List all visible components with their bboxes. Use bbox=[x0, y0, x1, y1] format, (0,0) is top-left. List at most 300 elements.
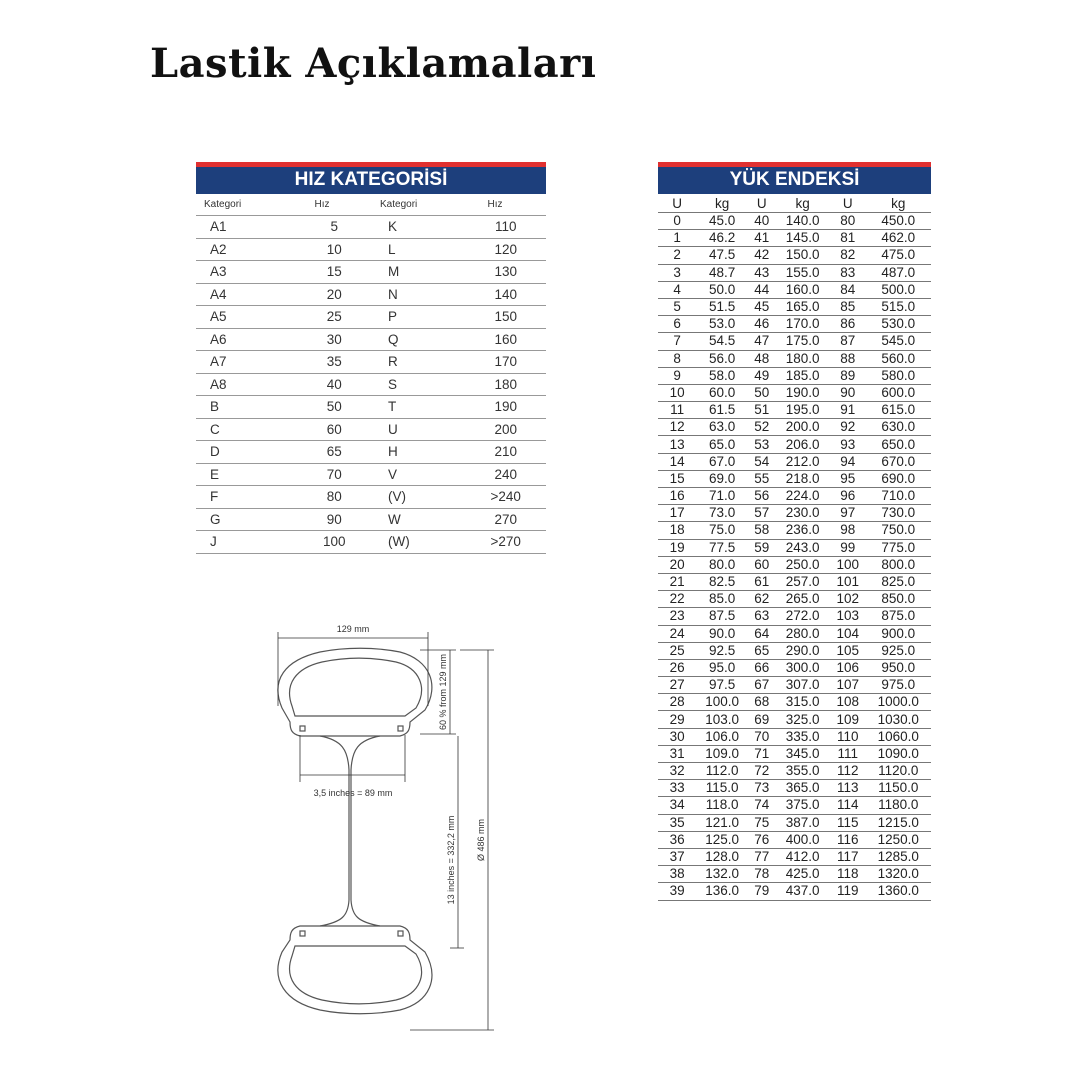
table-cell: 9 bbox=[658, 367, 696, 384]
table-cell: 190.0 bbox=[775, 384, 830, 401]
table-cell: 800.0 bbox=[865, 556, 931, 573]
table-cell: 24 bbox=[658, 625, 696, 642]
table-cell: 200 bbox=[466, 418, 547, 441]
table-cell: >270 bbox=[466, 531, 547, 554]
table-cell: 63.0 bbox=[696, 419, 748, 436]
table-cell: 8 bbox=[658, 350, 696, 367]
table-cell: 670.0 bbox=[865, 453, 931, 470]
table-cell: 200.0 bbox=[775, 419, 830, 436]
table-cell: 79 bbox=[748, 883, 775, 900]
tire-inner-top bbox=[290, 658, 422, 716]
table-row bbox=[658, 883, 931, 900]
table-cell: 48.7 bbox=[696, 264, 748, 281]
table-cell: 44 bbox=[748, 281, 775, 298]
table-cell: 115 bbox=[830, 814, 865, 831]
table-cell: 71.0 bbox=[696, 488, 748, 505]
table-cell: 21 bbox=[658, 573, 696, 590]
table-cell: 250.0 bbox=[775, 556, 830, 573]
table-cell: 14 bbox=[658, 453, 696, 470]
table-cell: U bbox=[378, 418, 466, 441]
table-cell: 170.0 bbox=[775, 316, 830, 333]
table-cell: W bbox=[378, 508, 466, 531]
table-cell: 6 bbox=[658, 316, 696, 333]
table-cell: 100.0 bbox=[696, 694, 748, 711]
table-cell: 25 bbox=[291, 306, 379, 329]
table-cell: 180.0 bbox=[775, 350, 830, 367]
table-row bbox=[658, 522, 931, 539]
table-row bbox=[658, 642, 931, 659]
table-cell: >240 bbox=[466, 486, 547, 509]
table-cell: 1120.0 bbox=[865, 763, 931, 780]
table-row bbox=[196, 531, 546, 554]
table-cell: 110 bbox=[830, 728, 865, 745]
table-cell: 88 bbox=[830, 350, 865, 367]
table-cell: R bbox=[378, 351, 466, 374]
table-row bbox=[658, 763, 931, 780]
table-row bbox=[196, 351, 546, 374]
table-cell: 4 bbox=[658, 281, 696, 298]
table-cell: 145.0 bbox=[775, 230, 830, 247]
table-row bbox=[658, 659, 931, 676]
table-cell: 425.0 bbox=[775, 866, 830, 883]
table-cell: 615.0 bbox=[865, 402, 931, 419]
tire-diagram-svg bbox=[260, 610, 520, 1050]
table-row bbox=[658, 470, 931, 487]
table-cell: 62 bbox=[748, 591, 775, 608]
table-cell: 450.0 bbox=[865, 213, 931, 230]
table-cell: 180 bbox=[466, 373, 547, 396]
table-cell: 77.5 bbox=[696, 539, 748, 556]
table-cell: 80.0 bbox=[696, 556, 748, 573]
table-cell: 155.0 bbox=[775, 264, 830, 281]
table-cell: 1320.0 bbox=[865, 866, 931, 883]
table-row bbox=[658, 608, 931, 625]
table-cell: 140.0 bbox=[775, 213, 830, 230]
table-cell: 34 bbox=[658, 797, 696, 814]
table-row bbox=[658, 281, 931, 298]
table-cell: 84 bbox=[830, 281, 865, 298]
table-cell: 87.5 bbox=[696, 608, 748, 625]
table-cell: 49 bbox=[748, 367, 775, 384]
table-cell: 240 bbox=[466, 463, 547, 486]
table-cell: 5 bbox=[658, 298, 696, 315]
table-cell: 102 bbox=[830, 591, 865, 608]
table-cell: 128.0 bbox=[696, 848, 748, 865]
table-cell: 35 bbox=[291, 351, 379, 374]
table-cell: 85 bbox=[830, 298, 865, 315]
table-row bbox=[658, 728, 931, 745]
column-header: Hız bbox=[466, 194, 547, 216]
table-cell: 462.0 bbox=[865, 230, 931, 247]
table-row bbox=[658, 402, 931, 419]
table-cell: 99 bbox=[830, 539, 865, 556]
table-cell: 400.0 bbox=[775, 831, 830, 848]
page-title: Lastik Açıklamaları bbox=[150, 40, 597, 87]
table-cell: 12 bbox=[658, 419, 696, 436]
table-row bbox=[658, 505, 931, 522]
bead-marker bbox=[398, 931, 403, 936]
table-cell: 47.5 bbox=[696, 247, 748, 264]
table-cell: 545.0 bbox=[865, 333, 931, 350]
table-cell: A1 bbox=[196, 216, 291, 239]
table-cell: 136.0 bbox=[696, 883, 748, 900]
table-cell: 412.0 bbox=[775, 848, 830, 865]
table-row bbox=[196, 261, 546, 284]
table-cell: 55 bbox=[748, 470, 775, 487]
tire-inner-bottom bbox=[290, 946, 422, 1004]
table-cell: 345.0 bbox=[775, 745, 830, 762]
bead-marker bbox=[300, 726, 305, 731]
column-header: kg bbox=[775, 194, 830, 213]
table-cell: 315.0 bbox=[775, 694, 830, 711]
table-cell: M bbox=[378, 261, 466, 284]
table-cell: 0 bbox=[658, 213, 696, 230]
table-row bbox=[196, 486, 546, 509]
table-cell: 22 bbox=[658, 591, 696, 608]
table-cell: 90 bbox=[830, 384, 865, 401]
table-cell: 82 bbox=[830, 247, 865, 264]
table-cell: 109.0 bbox=[696, 745, 748, 762]
table-cell: 114 bbox=[830, 797, 865, 814]
table-cell: 40 bbox=[291, 373, 379, 396]
table-cell: 54.5 bbox=[696, 333, 748, 350]
table-cell: 85.0 bbox=[696, 591, 748, 608]
table-cell: 925.0 bbox=[865, 642, 931, 659]
table-cell: 96 bbox=[830, 488, 865, 505]
bead-marker bbox=[300, 931, 305, 936]
table-cell: 212.0 bbox=[775, 453, 830, 470]
table-cell: 1180.0 bbox=[865, 797, 931, 814]
table-row bbox=[658, 436, 931, 453]
table-cell: 108 bbox=[830, 694, 865, 711]
table-cell: 23 bbox=[658, 608, 696, 625]
column-header: Kategori bbox=[378, 194, 466, 216]
table-cell: (W) bbox=[378, 531, 466, 554]
table-row bbox=[658, 488, 931, 505]
table-cell: 59 bbox=[748, 539, 775, 556]
table-cell: 950.0 bbox=[865, 659, 931, 676]
table-cell: 56 bbox=[748, 488, 775, 505]
column-header: kg bbox=[696, 194, 748, 213]
table-cell: 16 bbox=[658, 488, 696, 505]
table-cell: Q bbox=[378, 328, 466, 351]
table-cell: 120 bbox=[466, 238, 547, 261]
table-row bbox=[658, 453, 931, 470]
table-cell: 82.5 bbox=[696, 573, 748, 590]
table-cell: 80 bbox=[291, 486, 379, 509]
table-row bbox=[658, 264, 931, 281]
table-cell: 97 bbox=[830, 505, 865, 522]
table-cell: 218.0 bbox=[775, 470, 830, 487]
table-cell: 80 bbox=[830, 213, 865, 230]
table-cell: 91 bbox=[830, 402, 865, 419]
table-cell: 125.0 bbox=[696, 831, 748, 848]
table-cell: 69.0 bbox=[696, 470, 748, 487]
table-cell: L bbox=[378, 238, 466, 261]
rim-width-label: 3,5 inches = 89 mm bbox=[313, 788, 393, 798]
table-row bbox=[658, 247, 931, 264]
table-cell: 487.0 bbox=[865, 264, 931, 281]
table-cell: 2 bbox=[658, 247, 696, 264]
table-cell: 93 bbox=[830, 436, 865, 453]
table-cell: 52 bbox=[748, 419, 775, 436]
table-cell: A4 bbox=[196, 283, 291, 306]
table-cell: 58.0 bbox=[696, 367, 748, 384]
tire-outline-bottom bbox=[278, 926, 432, 1014]
table-cell: 70 bbox=[748, 728, 775, 745]
table-cell: 160 bbox=[466, 328, 547, 351]
table-row bbox=[658, 367, 931, 384]
table-cell: 46 bbox=[748, 316, 775, 333]
table-cell: 11 bbox=[658, 402, 696, 419]
table-cell: 109 bbox=[830, 711, 865, 728]
table-cell: 175.0 bbox=[775, 333, 830, 350]
table-cell: 89 bbox=[830, 367, 865, 384]
table-cell: 560.0 bbox=[865, 350, 931, 367]
table-row bbox=[658, 384, 931, 401]
table-cell: 116 bbox=[830, 831, 865, 848]
table-row bbox=[196, 441, 546, 464]
table-cell: 5 bbox=[291, 216, 379, 239]
table-cell: 1060.0 bbox=[865, 728, 931, 745]
table-cell: 90 bbox=[291, 508, 379, 531]
table-row bbox=[658, 814, 931, 831]
table-cell: 300.0 bbox=[775, 659, 830, 676]
table-row bbox=[658, 780, 931, 797]
speed-category-table bbox=[196, 162, 546, 554]
table-cell: 83 bbox=[830, 264, 865, 281]
table-cell: 7 bbox=[658, 333, 696, 350]
table-row bbox=[658, 591, 931, 608]
table-cell: 3 bbox=[658, 264, 696, 281]
table-cell: 66 bbox=[748, 659, 775, 676]
speed-table-column-headers bbox=[196, 194, 546, 216]
table-cell: 33 bbox=[658, 780, 696, 797]
table-cell: 530.0 bbox=[865, 316, 931, 333]
table-cell: 335.0 bbox=[775, 728, 830, 745]
table-cell: 1090.0 bbox=[865, 745, 931, 762]
table-row bbox=[196, 418, 546, 441]
table-cell: 46.2 bbox=[696, 230, 748, 247]
table-cell: 325.0 bbox=[775, 711, 830, 728]
table-cell: 710.0 bbox=[865, 488, 931, 505]
table-cell: 77 bbox=[748, 848, 775, 865]
table-cell: 74 bbox=[748, 797, 775, 814]
table-cell: 70 bbox=[291, 463, 379, 486]
table-cell: 45 bbox=[748, 298, 775, 315]
table-cell: P bbox=[378, 306, 466, 329]
table-cell: 140 bbox=[466, 283, 547, 306]
column-header: U bbox=[748, 194, 775, 213]
table-cell: 875.0 bbox=[865, 608, 931, 625]
table-cell: 900.0 bbox=[865, 625, 931, 642]
table-cell: 69 bbox=[748, 711, 775, 728]
table-row bbox=[658, 694, 931, 711]
table-row bbox=[196, 283, 546, 306]
table-cell: C bbox=[196, 418, 291, 441]
table-cell: 27 bbox=[658, 677, 696, 694]
table-cell: 54 bbox=[748, 453, 775, 470]
table-row bbox=[658, 625, 931, 642]
table-cell: 121.0 bbox=[696, 814, 748, 831]
table-cell: 103.0 bbox=[696, 711, 748, 728]
table-cell: B bbox=[196, 396, 291, 419]
table-cell: 112 bbox=[830, 763, 865, 780]
table-cell: 307.0 bbox=[775, 677, 830, 694]
table-cell: 387.0 bbox=[775, 814, 830, 831]
table-cell: 280.0 bbox=[775, 625, 830, 642]
table-cell: D bbox=[196, 441, 291, 464]
table-cell: 41 bbox=[748, 230, 775, 247]
table-row bbox=[196, 216, 546, 239]
table-cell: 32 bbox=[658, 763, 696, 780]
table-cell: 1 bbox=[658, 230, 696, 247]
table-cell: K bbox=[378, 216, 466, 239]
table-cell: 265.0 bbox=[775, 591, 830, 608]
tire-cross-section-diagram bbox=[260, 610, 520, 1050]
table-cell: 185.0 bbox=[775, 367, 830, 384]
table-cell: 92 bbox=[830, 419, 865, 436]
table-cell: 437.0 bbox=[775, 883, 830, 900]
table-cell: 210 bbox=[466, 441, 547, 464]
table-row bbox=[658, 831, 931, 848]
table-cell: 112.0 bbox=[696, 763, 748, 780]
table-cell: 160.0 bbox=[775, 281, 830, 298]
table-cell: 73.0 bbox=[696, 505, 748, 522]
table-row bbox=[658, 848, 931, 865]
table-cell: 42 bbox=[748, 247, 775, 264]
table-cell: 130 bbox=[466, 261, 547, 284]
table-cell: 117 bbox=[830, 848, 865, 865]
table-cell: 75 bbox=[748, 814, 775, 831]
table-cell: 115.0 bbox=[696, 780, 748, 797]
table-cell: 76 bbox=[748, 831, 775, 848]
table-cell: 45.0 bbox=[696, 213, 748, 230]
table-row bbox=[196, 396, 546, 419]
rim-body bbox=[320, 736, 380, 926]
load-index-table bbox=[658, 162, 931, 901]
table-cell: 270 bbox=[466, 508, 547, 531]
table-cell: 20 bbox=[658, 556, 696, 573]
table-cell: 72 bbox=[748, 763, 775, 780]
table-cell: 51.5 bbox=[696, 298, 748, 315]
table-cell: 150 bbox=[466, 306, 547, 329]
table-cell: 26 bbox=[658, 659, 696, 676]
table-cell: 355.0 bbox=[775, 763, 830, 780]
table-row bbox=[658, 419, 931, 436]
table-cell: 57 bbox=[748, 505, 775, 522]
table-cell: 750.0 bbox=[865, 522, 931, 539]
table-row bbox=[658, 711, 931, 728]
table-cell: 107 bbox=[830, 677, 865, 694]
table-cell: 28 bbox=[658, 694, 696, 711]
table-cell: 50 bbox=[748, 384, 775, 401]
table-cell: 475.0 bbox=[865, 247, 931, 264]
table-cell: 30 bbox=[658, 728, 696, 745]
table-row bbox=[658, 230, 931, 247]
section-height-label: 60 % from 129 mm bbox=[438, 653, 448, 731]
table-cell: 53 bbox=[748, 436, 775, 453]
table-cell: 106.0 bbox=[696, 728, 748, 745]
table-cell: 71 bbox=[748, 745, 775, 762]
load-table-title: YÜK ENDEKSİ bbox=[729, 169, 860, 190]
table-cell: 110 bbox=[466, 216, 547, 239]
rim-diameter-label: 13 inches = 332,2 mm bbox=[446, 815, 456, 905]
table-row bbox=[196, 328, 546, 351]
column-header: kg bbox=[865, 194, 931, 213]
table-row bbox=[196, 238, 546, 261]
table-cell: 105 bbox=[830, 642, 865, 659]
outer-diameter-label: Ø 486 mm bbox=[476, 818, 486, 862]
table-cell: 90.0 bbox=[696, 625, 748, 642]
table-cell: 43 bbox=[748, 264, 775, 281]
table-cell: 13 bbox=[658, 436, 696, 453]
table-cell: 650.0 bbox=[865, 436, 931, 453]
table-cell: 1215.0 bbox=[865, 814, 931, 831]
table-cell: V bbox=[378, 463, 466, 486]
table-cell: 10 bbox=[658, 384, 696, 401]
table-cell: 132.0 bbox=[696, 866, 748, 883]
table-cell: 65 bbox=[291, 441, 379, 464]
table-cell: 86 bbox=[830, 316, 865, 333]
table-cell: 29 bbox=[658, 711, 696, 728]
table-cell: 850.0 bbox=[865, 591, 931, 608]
column-header: U bbox=[658, 194, 696, 213]
table-cell: A6 bbox=[196, 328, 291, 351]
table-cell: 104 bbox=[830, 625, 865, 642]
column-header: Hız bbox=[291, 194, 379, 216]
table-row bbox=[658, 539, 931, 556]
table-cell: 47 bbox=[748, 333, 775, 350]
table-cell: 243.0 bbox=[775, 539, 830, 556]
table-cell: 272.0 bbox=[775, 608, 830, 625]
table-row bbox=[196, 373, 546, 396]
table-cell: 1030.0 bbox=[865, 711, 931, 728]
table-cell: 67 bbox=[748, 677, 775, 694]
table-cell: 95 bbox=[830, 470, 865, 487]
table-cell: 500.0 bbox=[865, 281, 931, 298]
table-cell: 40 bbox=[748, 213, 775, 230]
table-cell: 98 bbox=[830, 522, 865, 539]
table-cell: A2 bbox=[196, 238, 291, 261]
load-table-column-headers bbox=[658, 194, 931, 213]
table-row bbox=[196, 463, 546, 486]
table-cell: 1360.0 bbox=[865, 883, 931, 900]
table-cell: 230.0 bbox=[775, 505, 830, 522]
table-cell: A7 bbox=[196, 351, 291, 374]
table-cell: 97.5 bbox=[696, 677, 748, 694]
table-cell: 165.0 bbox=[775, 298, 830, 315]
table-cell: 20 bbox=[291, 283, 379, 306]
table-cell: 100 bbox=[830, 556, 865, 573]
speed-table-title: HIZ KATEGORİSİ bbox=[294, 169, 448, 190]
table-cell: 18 bbox=[658, 522, 696, 539]
table-cell: 690.0 bbox=[865, 470, 931, 487]
table-cell: 257.0 bbox=[775, 573, 830, 590]
table-cell: 50.0 bbox=[696, 281, 748, 298]
table-cell: 75.0 bbox=[696, 522, 748, 539]
table-cell: 375.0 bbox=[775, 797, 830, 814]
table-cell: 25 bbox=[658, 642, 696, 659]
table-row bbox=[658, 333, 931, 350]
table-cell: 48 bbox=[748, 350, 775, 367]
table-cell: 100 bbox=[291, 531, 379, 554]
table-cell: 190 bbox=[466, 396, 547, 419]
table-cell: 60.0 bbox=[696, 384, 748, 401]
table-cell: 1150.0 bbox=[865, 780, 931, 797]
table-cell: A3 bbox=[196, 261, 291, 284]
table-cell: 94 bbox=[830, 453, 865, 470]
